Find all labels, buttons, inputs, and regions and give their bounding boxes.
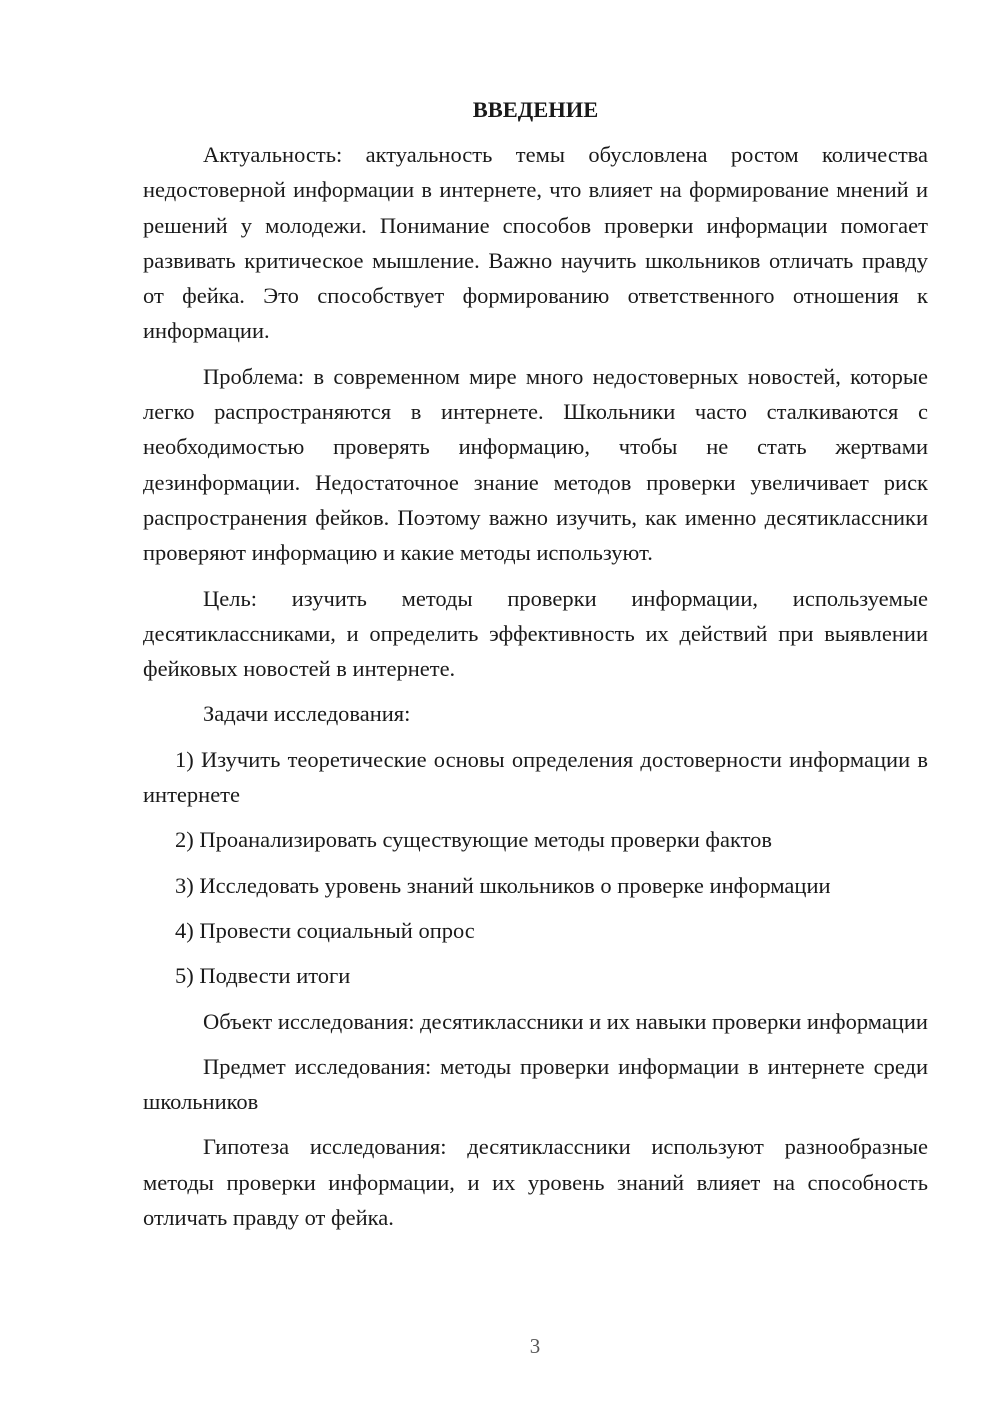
task-item-1: 1) Изучить теоретические основы определения достоверности информации в интернете xyxy=(143,746,928,808)
task-item-2: 2) Проанализировать существующие методы проверки фактов xyxy=(175,827,773,853)
paragraph-tasks-heading: Задачи исследования: xyxy=(203,701,411,727)
paragraph-hypothesis: Гипотеза исследования: десятиклассники используют разнообразные методы проверки информации, и их уровень знаний влияет на способность отличать правду от фейка. xyxy=(143,1134,928,1231)
paragraph-goal: Цель: изучить методы проверки информации, используемые десятиклассниками, и определить эффективность их действий при выявлении фейковых новостей в интернете. xyxy=(143,585,928,682)
paragraph-object: Объект исследования: десятиклассники и их навыки проверки информации xyxy=(203,1008,928,1034)
page-title: ВВЕДЕНИЕ xyxy=(472,97,599,122)
document-page xyxy=(143,92,928,1245)
page-number: 3 xyxy=(529,1334,541,1358)
task-item-5: 5) Подвести итоги xyxy=(175,963,351,989)
paragraph-problem: Проблема: в современном мире много недостоверных новостей, которые легко распространяются в интернете. Школьники часто сталкиваются с необходимостью проверять информацию, чтобы не стать жертвами дезинформации. Недостаточное знание методов проверки увеличивает риск распространения фейков. Поэтому важно изучить, как именно десятиклассники проверяют информацию и какие методы используют. xyxy=(143,363,928,566)
paragraph-relevance: Актуальность: актуальность темы обусловлена ростом количества недостоверной информации в интернете, что влияет на формирование мнений и решений у молодежи. Понимание способов проверки информации помогает развивать критическое мышление. Важно научить школьников отличать правду от фейка. Это способствует формированию ответственного отношения к информации. xyxy=(143,142,928,344)
paragraph-subject: Предмет исследования: методы проверки информации в интернете среди школьников xyxy=(143,1053,928,1115)
task-item-3: 3) Исследовать уровень знаний школьников о проверке информации xyxy=(175,872,831,898)
task-item-4: 4) Провести социальный опрос xyxy=(175,917,475,943)
